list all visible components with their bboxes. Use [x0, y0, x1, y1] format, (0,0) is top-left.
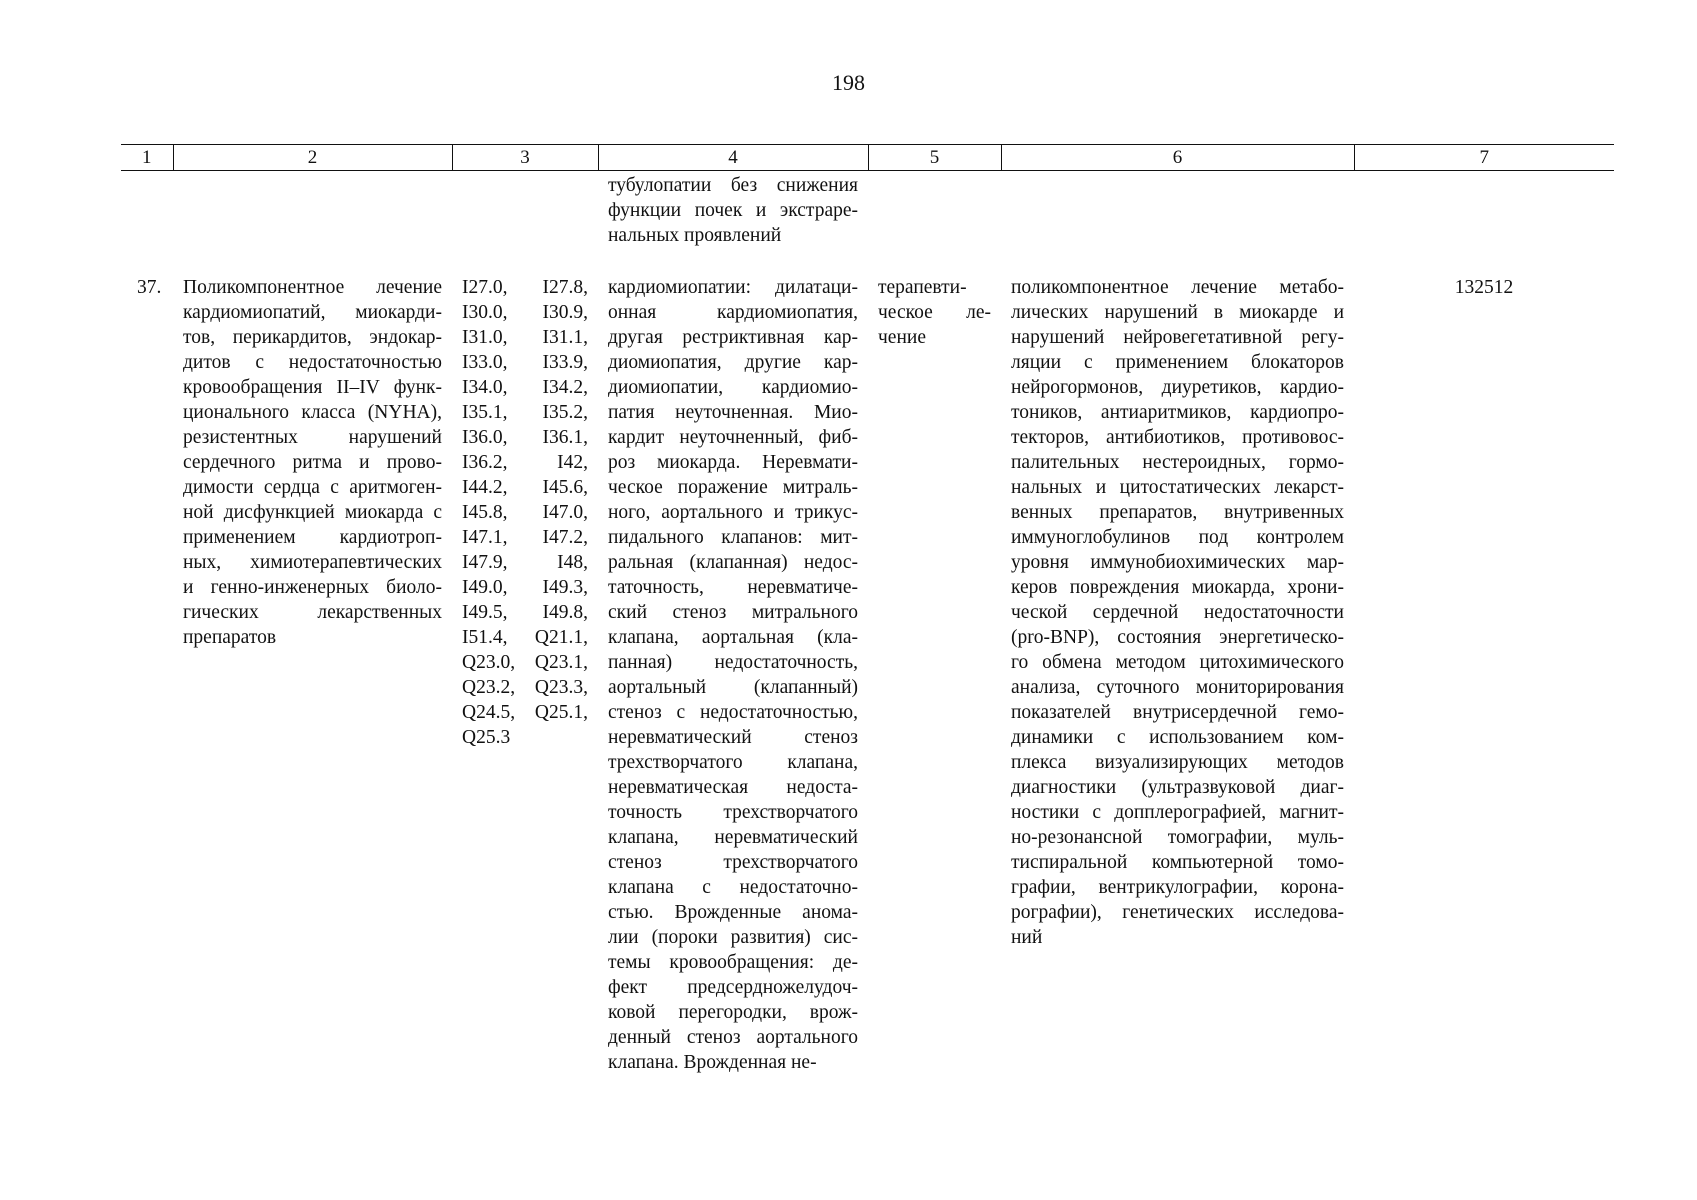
- text-line: резистентных нарушений: [183, 427, 442, 448]
- text-line: нальных проявлений: [608, 225, 782, 246]
- text-line: кардиомиопатии: дилатаци-: [608, 277, 858, 298]
- text-line: керов повреждения миокарда, хрони-: [1011, 577, 1344, 598]
- text-line: аортальный (клапанный): [608, 677, 858, 698]
- care-type-text: [183, 275, 442, 650]
- icd-code: I36.0,: [462, 427, 508, 448]
- text-line: неревматическая недоста-: [608, 777, 858, 798]
- icd-codes-cell: [452, 248, 598, 1075]
- icd-code: I31.1,: [542, 327, 588, 348]
- text-line: диагностики (ультразвуковой диаг-: [1011, 777, 1344, 798]
- text-line: функции почек и экстраре-: [608, 200, 858, 221]
- text-line: стью. Врожденные анома-: [608, 902, 858, 923]
- text-line: клапана, аортальная (кла-: [608, 627, 858, 648]
- text-line: тубулопатии без снижения: [608, 175, 858, 196]
- text-line: денный стеноз аортального: [608, 1027, 858, 1048]
- text-line: пидального клапанов: мит-: [608, 527, 858, 548]
- text-line: стеноз трехстворчатого: [608, 852, 858, 873]
- text-line: кардит неуточненный, фиб-: [608, 427, 858, 448]
- text-line: клапана с недостаточно-: [608, 877, 858, 898]
- text-line: ральная (клапанная) недос-: [608, 552, 858, 573]
- icd-code: I36.1,: [542, 427, 588, 448]
- text-line: применением кардиотроп-: [183, 527, 442, 548]
- text-line: фект предсердножелудоч-: [608, 977, 858, 998]
- text-line: ной дисфункцией миокарда с: [183, 502, 442, 523]
- text-line: тиспиральной компьютерной томо-: [1011, 852, 1344, 873]
- text-line: текторов, антибиотиков, противовос-: [1011, 427, 1344, 448]
- text-line: плекса визуализирующих методов: [1011, 752, 1344, 773]
- text-line: венных препаратов, внутривенных: [1011, 502, 1344, 523]
- icd-code: I47.0,: [542, 502, 588, 523]
- icd-code: I48,: [557, 552, 588, 573]
- text-line: онная кардиомиопатия,: [608, 302, 858, 323]
- text-line: точность трехстворчатого: [608, 802, 858, 823]
- text-line: гических лекарственных: [183, 602, 442, 623]
- treatment-type-cell: [868, 248, 1001, 1075]
- row-number: 37.: [137, 277, 162, 298]
- icd-code: Q23.1,: [534, 652, 588, 673]
- icd-code: I27.0,: [462, 277, 508, 298]
- text-line: стеноз с недостаточностью,: [608, 702, 858, 723]
- icd-code: I45.6,: [542, 477, 588, 498]
- text-line: Поликомпонентное лечение: [183, 277, 442, 298]
- icd-code: Q24.5,: [462, 702, 516, 723]
- text-line: ционального класса (NYHA),: [183, 402, 442, 423]
- text-line: роз миокарда. Неревмати-: [608, 452, 858, 473]
- text-line: нарушений нейровегетативной регу-: [1011, 327, 1344, 348]
- icd-code: I33.9,: [542, 352, 588, 373]
- text-line: ческое ле-: [878, 302, 991, 323]
- icd-code: I49.3,: [542, 577, 588, 598]
- text-line: ного, аортального и трикус-: [608, 502, 858, 523]
- icd-code: I47.9,: [462, 552, 508, 573]
- icd-code: Q23.3,: [534, 677, 588, 698]
- text-line: кровообращения II–IV функ-: [183, 377, 442, 398]
- text-line: лии (пороки развития) сис-: [608, 927, 858, 948]
- icd-code: I49.5,: [462, 602, 508, 623]
- table-row: [121, 248, 1614, 1075]
- text-line: патия неуточненная. Мио-: [608, 402, 858, 423]
- icd-code: I33.0,: [462, 352, 508, 373]
- text-line: нальных и цитостатических лекарст-: [1011, 477, 1344, 498]
- icd-code: I27.8,: [542, 277, 588, 298]
- icd-code: [527, 725, 588, 750]
- text-line: темы кровообращения: де-: [608, 952, 858, 973]
- text-line: лических нарушений в миокарде и: [1011, 302, 1344, 323]
- icd-code: I30.0,: [462, 302, 508, 323]
- continuation-model-cell: [598, 171, 868, 249]
- text-line: рографии), генетических исследова-: [1011, 902, 1344, 923]
- text-line: препаратов: [183, 627, 277, 648]
- text-line: кардиомиопатий, миокарди-: [183, 302, 442, 323]
- text-line: терапевти-: [878, 277, 967, 298]
- icd-code: I35.1,: [462, 402, 508, 423]
- icd-code: I47.1,: [462, 527, 508, 548]
- text-line: анализа, суточного мониторирования: [1011, 677, 1344, 698]
- text-line: уровня иммунобиохимических мар-: [1011, 552, 1344, 573]
- text-line: димости сердца с аритмоген-: [183, 477, 442, 498]
- text-line: но-резонансной томографии, муль-: [1011, 827, 1344, 848]
- text-line: неревматический стеноз: [608, 727, 858, 748]
- icd-code: I42,: [557, 452, 588, 473]
- treatment-type-text: [878, 275, 991, 350]
- text-line: ний: [1011, 927, 1043, 948]
- header-col-3: 3: [452, 145, 598, 171]
- icd-code: I34.0,: [462, 377, 508, 398]
- text-line: графии, вентрикулографии, корона-: [1011, 877, 1344, 898]
- text-line: клапана. Врожденная не-: [608, 1052, 817, 1073]
- text-line: (pro-BNP), состояния энергетическо-: [1011, 627, 1344, 648]
- text-line: клапана, неревматический: [608, 827, 858, 848]
- text-line: ковой перегородки, врож-: [608, 1002, 858, 1023]
- norm-cost-cell: 132512: [1454, 277, 1514, 298]
- icd-code: I44.2,: [462, 477, 508, 498]
- text-line: иммуноглобулинов под контролем: [1011, 527, 1344, 548]
- text-line: трехстворчатого клапана,: [608, 752, 858, 773]
- icd-code: I36.2,: [462, 452, 508, 473]
- icd-code: I45.8,: [462, 502, 508, 523]
- text-line: диомиопатии, кардиомио-: [608, 377, 858, 398]
- text-line: ных, химиотерапевтических: [183, 552, 442, 573]
- text-line: ляции с применением блокаторов: [1011, 352, 1344, 373]
- text-line: ностики с допплерографией, магнит-: [1011, 802, 1344, 823]
- header-row: [121, 145, 1614, 171]
- header-col-5: 5: [868, 145, 1001, 171]
- text-line: таточность, неревматиче-: [608, 577, 858, 598]
- text-line: показателей внутрисердечной гемо-: [1011, 702, 1344, 723]
- text-line: сердечного ритма и прово-: [183, 452, 442, 473]
- text-line: дитов с недостаточностью: [183, 352, 442, 373]
- icd-code: Q25.3: [462, 727, 511, 748]
- text-line: го обмена методом цитохимического: [1011, 652, 1344, 673]
- care-type-cell: [173, 248, 452, 1075]
- page-number: 198: [832, 70, 865, 95]
- icd-codes: [462, 275, 588, 750]
- text-line: поликомпонентное лечение метабо-: [1011, 277, 1344, 298]
- icd-code: I30.9,: [542, 302, 588, 323]
- text-line: чение: [878, 327, 926, 348]
- icd-code: Q23.0,: [462, 652, 516, 673]
- icd-code: Q23.2,: [462, 677, 516, 698]
- patient-model-cell: [598, 248, 868, 1075]
- text-line: и генно-инженерных биоло-: [183, 577, 442, 598]
- icd-code: I51.4,: [462, 627, 508, 648]
- header-col-6: 6: [1001, 145, 1354, 171]
- text-line: ский стеноз митрального: [608, 602, 858, 623]
- icd-code: I35.2,: [542, 402, 588, 423]
- text-line: диомиопатия, другие кар-: [608, 352, 858, 373]
- text-line: тов, перикардитов, эндокар-: [183, 327, 442, 348]
- text-line: палительных нестероидных, гормо-: [1011, 452, 1344, 473]
- text-line: нейрогормонов, диуретиков, кардио-: [1011, 377, 1344, 398]
- icd-code: Q25.1,: [534, 702, 588, 723]
- icd-code: I49.0,: [462, 577, 508, 598]
- icd-code: I34.2,: [542, 377, 588, 398]
- header-col-4: 4: [598, 145, 868, 171]
- text-line: динамики с использованием ком-: [1011, 727, 1344, 748]
- text-line: другая рестриктивная кар-: [608, 327, 858, 348]
- icd-code: I49.8,: [542, 602, 588, 623]
- treatment-method-cell: [1001, 248, 1354, 1075]
- text-line: ческое поражение митраль-: [608, 477, 858, 498]
- header-col-1: 1: [121, 145, 173, 171]
- header-col-7: 7: [1354, 145, 1614, 171]
- treatment-method-text: [1011, 275, 1344, 950]
- text-line: ческой сердечной недостаточности: [1011, 602, 1344, 623]
- medical-care-table: [121, 144, 1614, 1075]
- patient-model-text: [608, 275, 858, 1075]
- header-col-2: 2: [173, 145, 452, 171]
- icd-code: I31.0,: [462, 327, 508, 348]
- continuation-row: [121, 171, 1614, 249]
- text-line: тоников, антиаритмиков, кардиопро-: [1011, 402, 1344, 423]
- icd-code: Q21.1,: [534, 627, 588, 648]
- text-line: панная) недостаточность,: [608, 652, 858, 673]
- icd-code: I47.2,: [542, 527, 588, 548]
